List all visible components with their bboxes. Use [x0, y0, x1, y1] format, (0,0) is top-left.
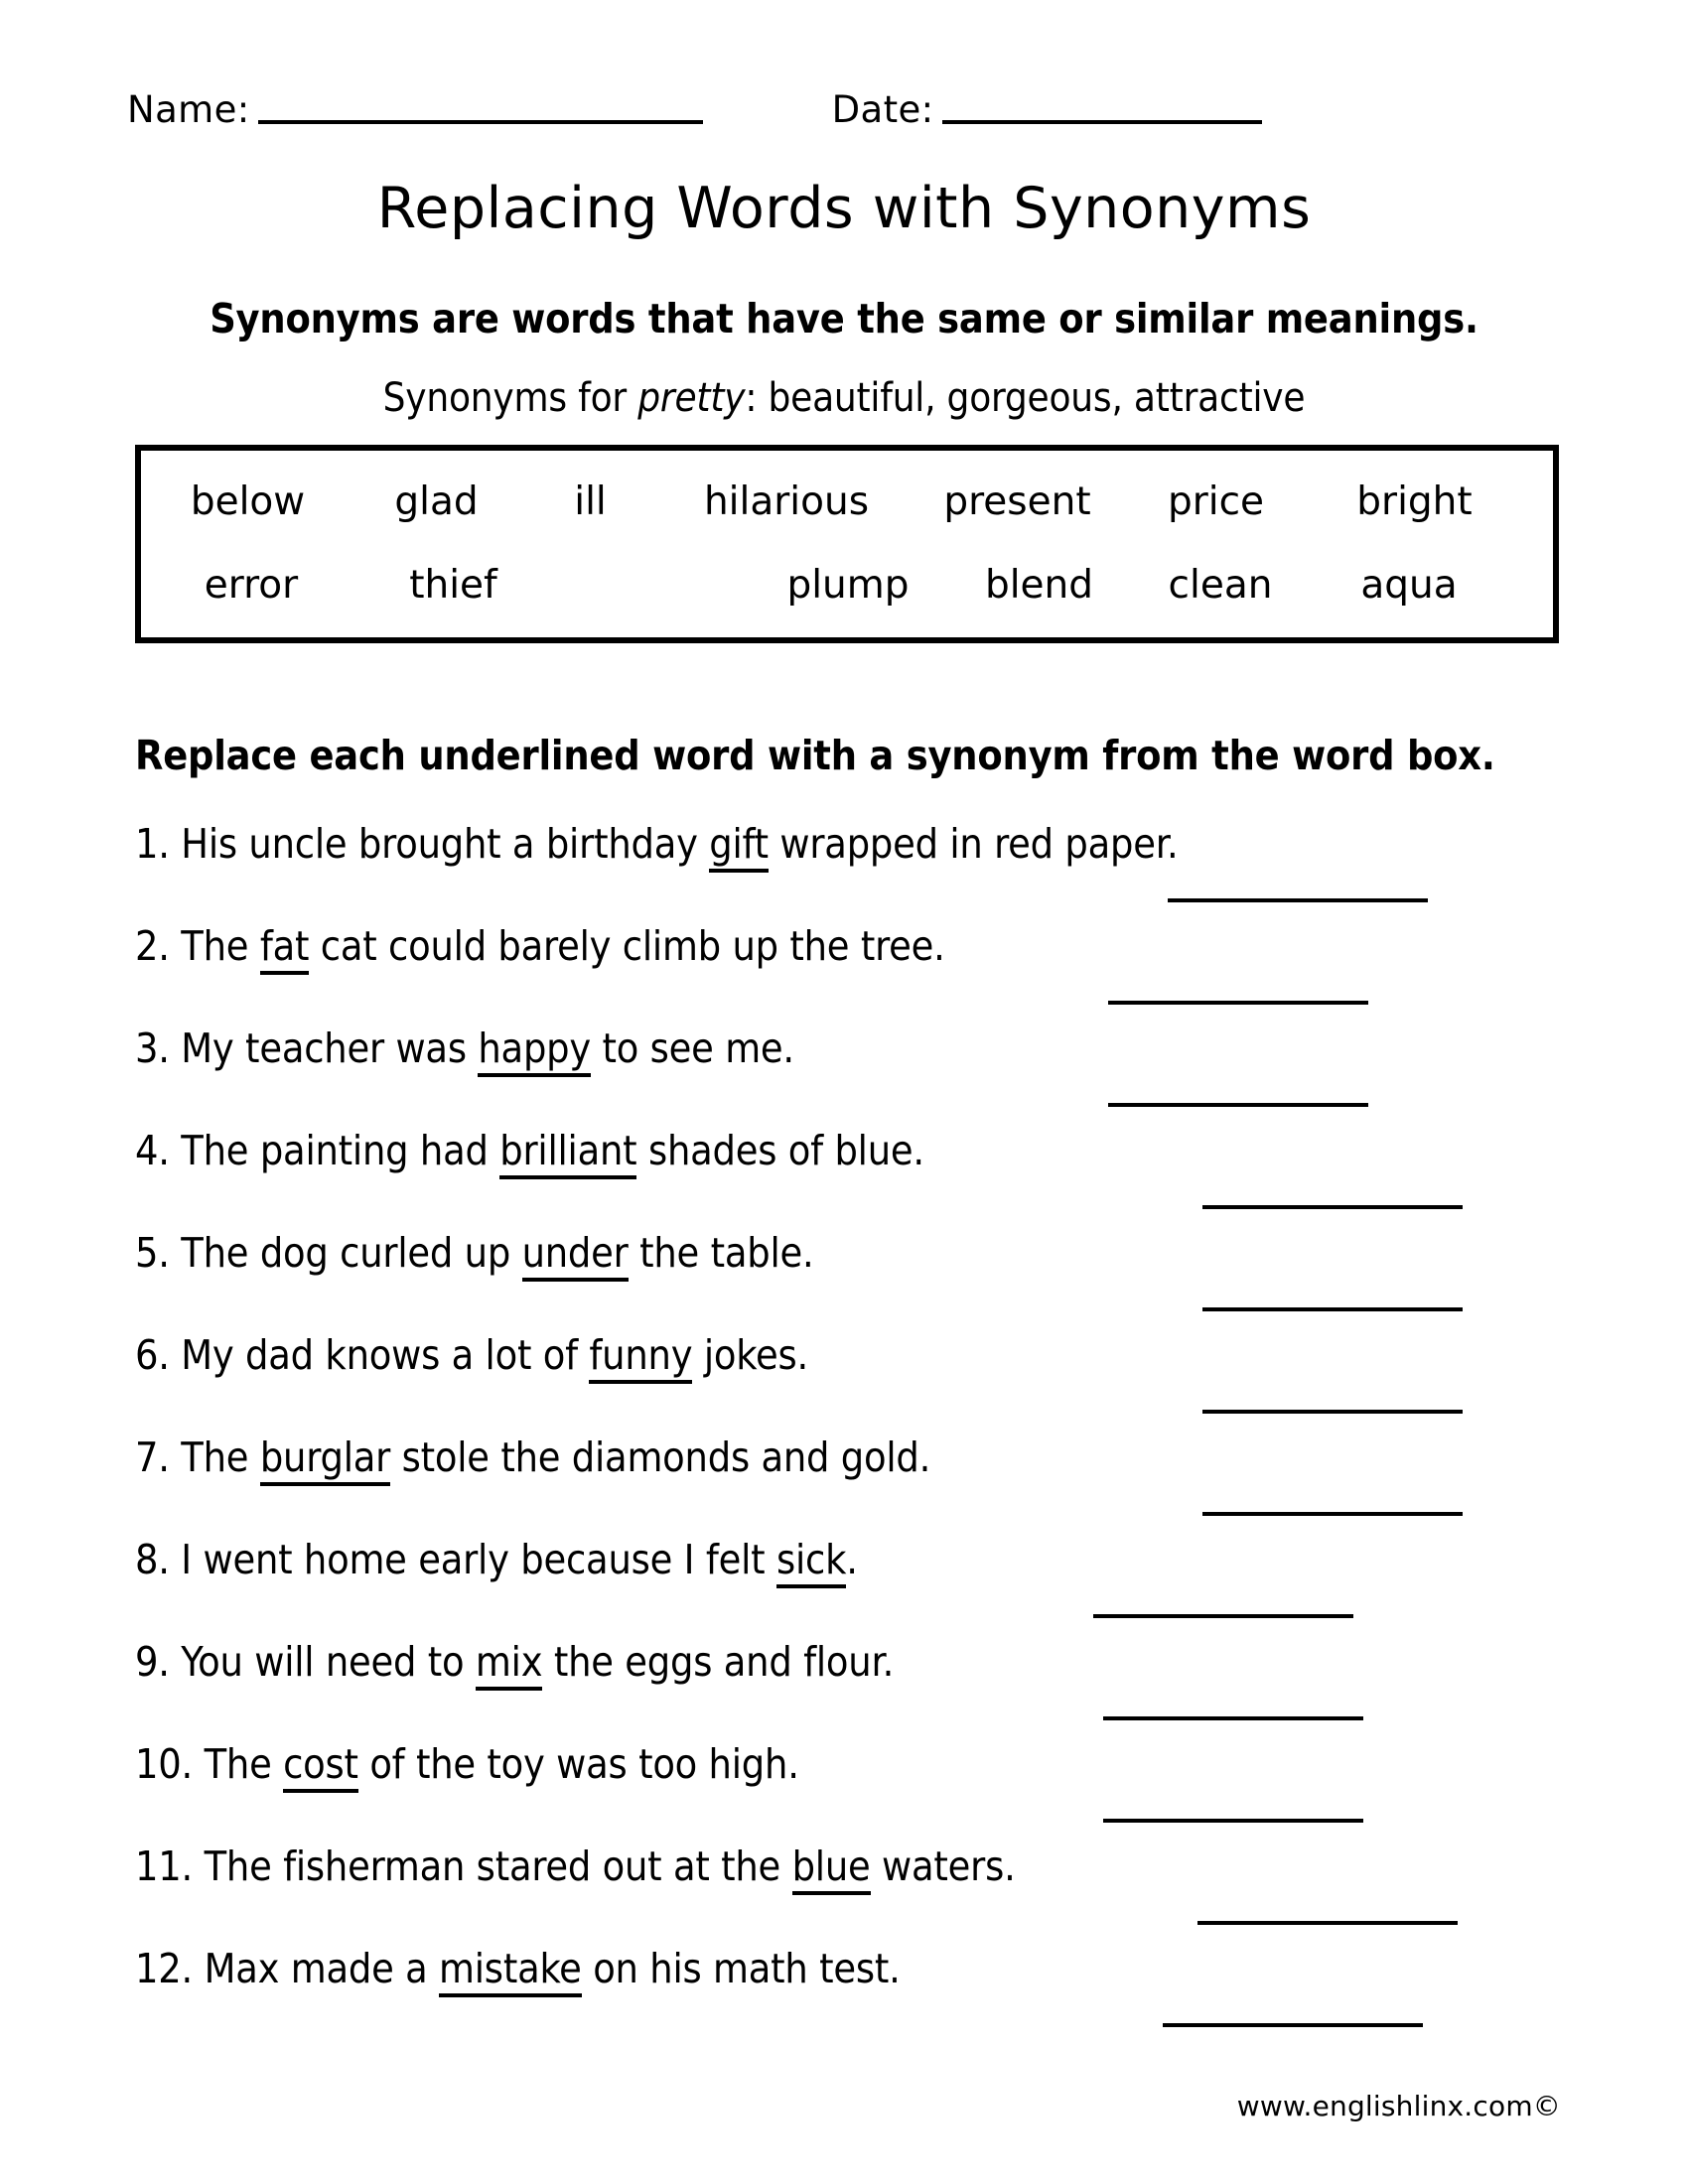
question-text-after: waters.: [870, 1843, 1016, 1890]
underlined-word: funny: [589, 1331, 692, 1384]
word-bank-item[interactable]: price: [1167, 478, 1265, 524]
question-text: [135, 1129, 924, 1173]
question-text: [135, 822, 1178, 867]
question-text: [135, 1435, 930, 1480]
question-number: 9.: [135, 1638, 182, 1686]
question-number: 6.: [135, 1331, 182, 1379]
date-label: Date:: [831, 88, 934, 131]
underlined-word: fat: [260, 922, 309, 975]
answer-line[interactable]: [1202, 1512, 1463, 1516]
question-text-before: My teacher was: [181, 1024, 479, 1072]
question-number: 11.: [135, 1843, 205, 1890]
answer-line[interactable]: [1202, 1410, 1463, 1414]
word-bank-item[interactable]: glad: [394, 478, 479, 524]
question-row: [135, 1947, 1565, 2049]
question-number: 8.: [135, 1536, 182, 1583]
name-answer-line[interactable]: [258, 120, 703, 124]
synonym-example: [0, 375, 1688, 421]
answer-line[interactable]: [1103, 1716, 1363, 1720]
answer-line[interactable]: [1093, 1614, 1353, 1618]
answer-line[interactable]: [1202, 1205, 1463, 1209]
question-text: [135, 1640, 894, 1685]
word-bank-item[interactable]: thief: [409, 562, 497, 608]
word-bank-item[interactable]: bright: [1356, 478, 1473, 524]
answer-line[interactable]: [1202, 1307, 1463, 1311]
question-row: [135, 1844, 1565, 1947]
word-bank-item[interactable]: ill: [574, 478, 607, 524]
question-row: [135, 1129, 1565, 1231]
question-text-before: Max made a: [204, 1945, 440, 1992]
word-bank-item[interactable]: hilarious: [703, 478, 870, 524]
word-bank-item[interactable]: below: [190, 478, 306, 524]
word-bank-row-2: [141, 544, 1553, 627]
question-text: [135, 1333, 808, 1378]
question-text-after: shades of blue.: [636, 1127, 924, 1174]
underlined-word: sick: [776, 1536, 846, 1588]
site-credit: www.englishlinx.com©: [1236, 2090, 1561, 2122]
question-text-after: the eggs and flour.: [542, 1638, 895, 1686]
question-text: [135, 1844, 1016, 1889]
question-row: [135, 1640, 1565, 1742]
question-row: [135, 1435, 1565, 1538]
question-number: 12.: [135, 1945, 205, 1992]
underlined-word: cost: [283, 1740, 358, 1793]
question-list: [135, 822, 1565, 2049]
name-label: Name:: [127, 88, 250, 131]
page-title: Replacing Words with Synonyms: [376, 176, 1312, 241]
underlined-word: mistake: [439, 1945, 582, 1997]
question-text-after: cat could barely climb up the tree.: [309, 922, 945, 970]
answer-line[interactable]: [1108, 1103, 1368, 1107]
question-text-after: to see me.: [591, 1024, 794, 1072]
synonym-example-word: pretty: [637, 375, 746, 421]
underlined-word: under: [522, 1229, 629, 1282]
question-number: 1.: [135, 820, 182, 868]
question-number: 2.: [135, 922, 182, 970]
question-row: [135, 1231, 1565, 1333]
question-text-before: His uncle brought a birthday: [181, 820, 710, 868]
underlined-word: burglar: [260, 1433, 390, 1486]
instruction-text: Replace each underlined word with a synonym from the word box.: [135, 732, 1495, 779]
question-row: [135, 1538, 1565, 1640]
word-bank-item[interactable]: plump: [786, 562, 910, 608]
question-text: [135, 1947, 901, 1991]
question-text-before: My dad knows a lot of: [181, 1331, 590, 1379]
question-row: [135, 1333, 1565, 1435]
question-text-after: .: [846, 1536, 858, 1583]
question-text: [135, 1026, 794, 1071]
date-answer-line[interactable]: [942, 120, 1262, 124]
question-row: [135, 822, 1565, 924]
synonym-definition: Synonyms are words that have the same or similar meanings.: [210, 295, 1478, 342]
word-bank-box: [135, 445, 1559, 643]
question-text: [135, 1742, 799, 1787]
question-text-before: The painting had: [181, 1127, 500, 1174]
answer-line[interactable]: [1163, 2023, 1423, 2027]
question-text-after: jokes.: [692, 1331, 808, 1379]
question-text: [135, 1231, 814, 1276]
name-date-row: [127, 88, 1557, 131]
synonym-example-suffix: : beautiful, gorgeous, attractive: [745, 375, 1306, 421]
question-text-after: wrapped in red paper.: [768, 820, 1179, 868]
question-text-before: The fisherman stared out at the: [204, 1843, 792, 1890]
question-number: 4.: [135, 1127, 182, 1174]
question-text-after: stole the diamonds and gold.: [390, 1433, 931, 1481]
question-text-before: You will need to: [181, 1638, 476, 1686]
word-bank-row-1: [141, 461, 1553, 544]
word-bank-item[interactable]: blend: [984, 562, 1094, 608]
question-number: 7.: [135, 1433, 182, 1481]
question-text: [135, 924, 945, 969]
question-text-before: The: [181, 922, 260, 970]
word-bank-item[interactable]: aqua: [1360, 562, 1458, 608]
underlined-word: brilliant: [499, 1127, 636, 1179]
question-text-after: the table.: [628, 1229, 814, 1277]
question-text-after: of the toy was too high.: [357, 1740, 799, 1788]
question-text-after: on his math test.: [581, 1945, 901, 1992]
underlined-word: mix: [476, 1638, 542, 1691]
question-text: [135, 1538, 858, 1582]
answer-line[interactable]: [1103, 1819, 1363, 1823]
question-number: 5.: [135, 1229, 182, 1277]
question-text-before: The: [204, 1740, 284, 1788]
question-row: [135, 1742, 1565, 1844]
underlined-word: blue: [792, 1843, 871, 1895]
answer-line[interactable]: [1108, 1001, 1368, 1005]
question-number: 3.: [135, 1024, 182, 1072]
word-bank-item[interactable]: error: [204, 562, 299, 608]
underlined-word: gift: [709, 820, 769, 873]
question-text-before: I went home early because I felt: [181, 1536, 776, 1583]
answer-line[interactable]: [1197, 1921, 1458, 1925]
answer-line[interactable]: [1168, 898, 1428, 902]
question-row: [135, 1026, 1565, 1129]
question-text-before: The: [181, 1433, 260, 1481]
question-row: [135, 924, 1565, 1026]
synonym-example-prefix: Synonyms for: [382, 375, 638, 421]
question-number: 10.: [135, 1740, 205, 1788]
underlined-word: happy: [478, 1024, 591, 1077]
word-bank-item[interactable]: present: [943, 478, 1091, 524]
word-bank-item[interactable]: clean: [1168, 562, 1273, 608]
question-text-before: The dog curled up: [181, 1229, 522, 1277]
